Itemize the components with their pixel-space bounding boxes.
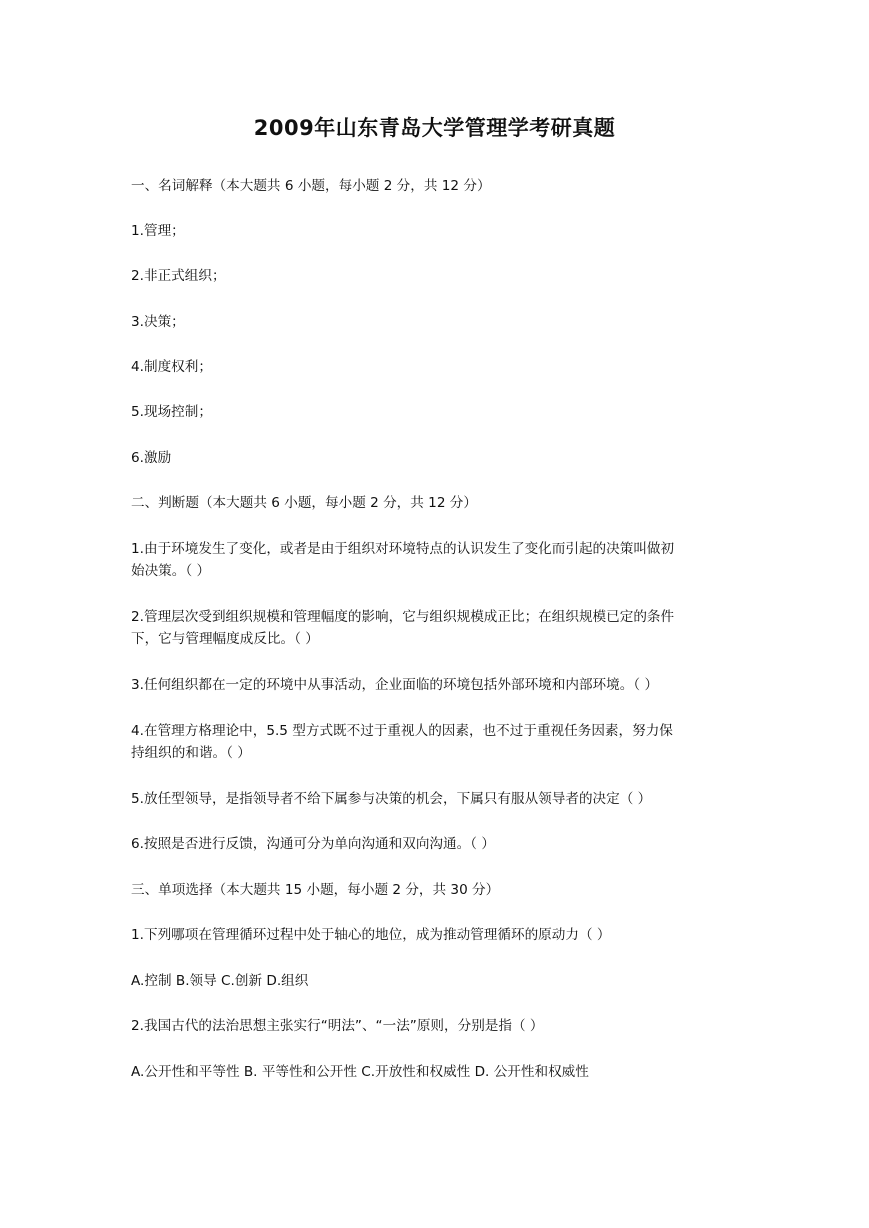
- term-item: 4.制度权利；: [131, 359, 212, 375]
- term-item: 3.决策；: [131, 314, 185, 330]
- document-title: 2009年山东青岛大学管理学考研真题: [253, 116, 616, 140]
- judgment-item-line: 2.管理层次受到组织规模和管理幅度的影响，它与组织规模成正比；在组织规模已定的条件: [131, 609, 675, 625]
- judgment-item-line: 4.在管理方格理论中，5.5 型方式既不过于重视人的因素，也不过于重视任务因素，努力保: [131, 723, 673, 739]
- choice-options: A.控制 B.领导 C.创新 D.组织: [131, 973, 309, 989]
- choice-question: 1.下列哪项在管理循环过程中处于轴心的地位，成为推动管理循环的原动力（ ）: [131, 927, 611, 943]
- term-item: 5.现场控制；: [131, 404, 212, 420]
- judgment-item-line: 下，它与管理幅度成反比。（ ）: [131, 631, 319, 647]
- judgment-item-line: 始决策。（ ）: [131, 563, 211, 579]
- judgment-item-line: 持组织的和谐。（ ）: [131, 745, 251, 761]
- choice-options: A.公开性和平等性 B. 平等性和公开性 C.开放性和权威性 D. 公开性和权威性: [131, 1064, 589, 1080]
- judgment-item-line: 1.由于环境发生了变化，或者是由于组织对环境特点的认识发生了变化而引起的决策叫做初: [131, 541, 675, 557]
- section-heading-judgment: 二、判断题（本大题共 6 小题，每小题 2 分，共 12 分）: [131, 495, 477, 511]
- judgment-item-line: 5.放任型领导，是指领导者不给下属参与决策的机会，下属只有服从领导者的决定（ ）: [131, 791, 652, 807]
- section-heading-choice: 三、单项选择（本大题共 15 小题，每小题 2 分，共 30 分）: [131, 882, 500, 898]
- term-item: 6.激励: [131, 450, 172, 466]
- term-item: 1.管理；: [131, 223, 185, 239]
- judgment-item-line: 6.按照是否进行反馈，沟通可分为单向沟通和双向沟通。（ ）: [131, 836, 495, 852]
- term-item: 2.非正式组织；: [131, 268, 226, 284]
- section-heading-terms: 一、名词解释（本大题共 6 小题，每小题 2 分，共 12 分）: [131, 178, 491, 194]
- judgment-item-line: 3.任何组织都在一定的环境中从事活动，企业面临的环境包括外部环境和内部环境。（ ）: [131, 677, 659, 693]
- choice-question: 2.我国古代的法治思想主张实行“明法”、“一法”原则，分别是指（ ）: [131, 1018, 544, 1034]
